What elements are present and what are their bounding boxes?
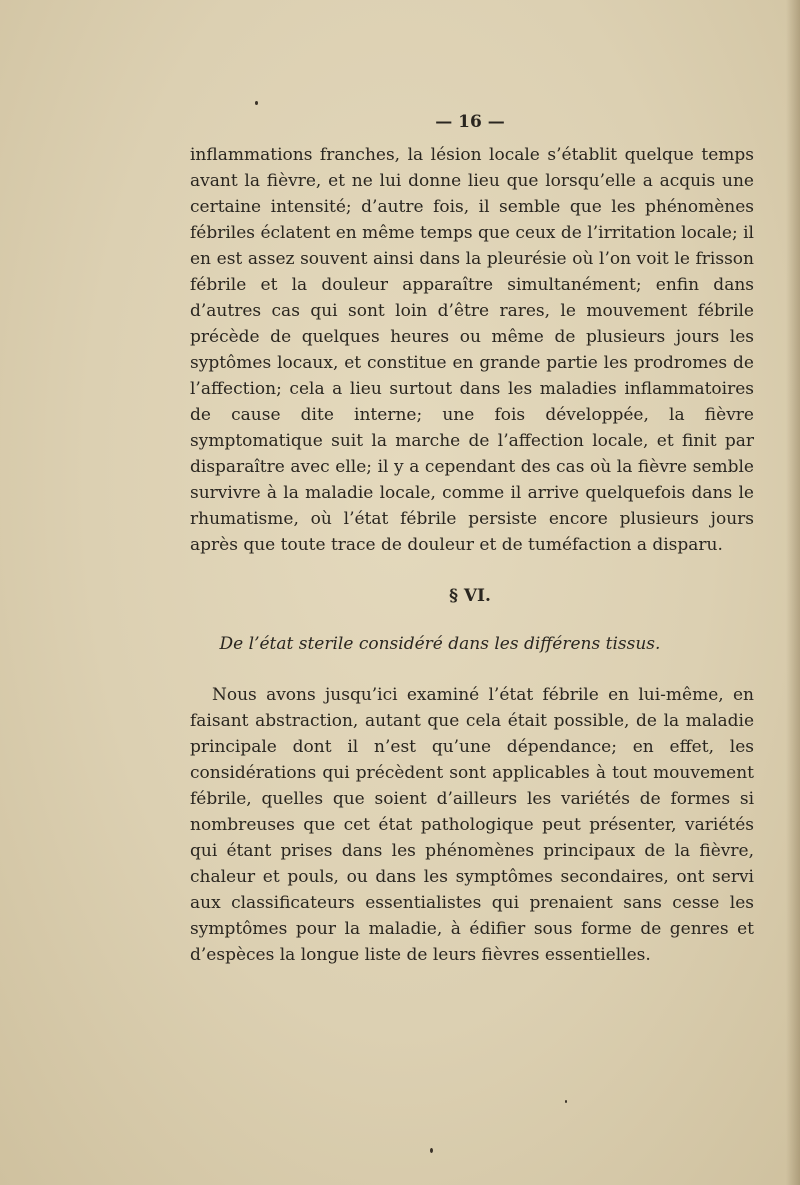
paragraph-1-container (190, 142, 754, 558)
section-number: § VI. (449, 586, 491, 606)
paragraph-2: Nous avons jusqu’ici examiné l’état fébrile en lui-même, en faisant abstraction, autant que cela était possible, de la maladie principale dont il n’est qu’une dépendance; en effet, les considérations qui précèdent sont applicables à tout mouvement fébrile, quelles que soient d’ailleurs les variétés de formes si nombreuses que cet état pathologique peut présenter, variétés qui étant prises dans les phénomènes principaux de la fièvre, chaleur et pouls, ou dans les symptômes secondaires, ont servi aux classificateurs essentialistes qui prenaient sans cesse les symptômes pour la maladie, à édifier sous forme de genres et d’espèces la longue liste de leurs fièvres essentielles. (190, 685, 754, 965)
paragraph-1: inflammations franches, la lésion locale s’établit quelque temps avant la fièvre, et ne lui donne lieu que lorsqu’elle a acquis une certaine intensité; d’autre fois, il semble que les phénomènes fébriles éclatent en même temps que ceux de l’irritation locale; il en est assez souvent ainsi dans la pleurésie où l’on voit le frisson fébrile et la douleur apparaître simultanément; enfin dans d’autres cas qui sont loin d’être rares, le mouvement fébrile précède de quelques heures ou même de plusieurs jours les syptômes locaux, et constitue en grande partie les prodromes de l’affection; cela a lieu surtout dans les maladies inflammatoires de cause dite interne; une fois développée, la fièvre symptomatique suit la marche de l’affection locale, et finit par disparaître avec elle; il y a cependant des cas où la fièvre semble survivre à la maladie locale, comme il arrive quelquefois dans le rhumatisme, où l’état fébrile persiste encore plusieurs jours après que toute trace de douleur et de tuméfaction a disparu. (190, 145, 754, 555)
ink-speck (255, 101, 258, 105)
section-title: De l’état sterile considéré dans les différens tissus. (219, 634, 661, 654)
page-number: — 16 — (435, 112, 505, 132)
ink-speck (565, 1100, 567, 1103)
ink-speck (430, 1148, 433, 1153)
paragraph-2-container (190, 682, 754, 968)
